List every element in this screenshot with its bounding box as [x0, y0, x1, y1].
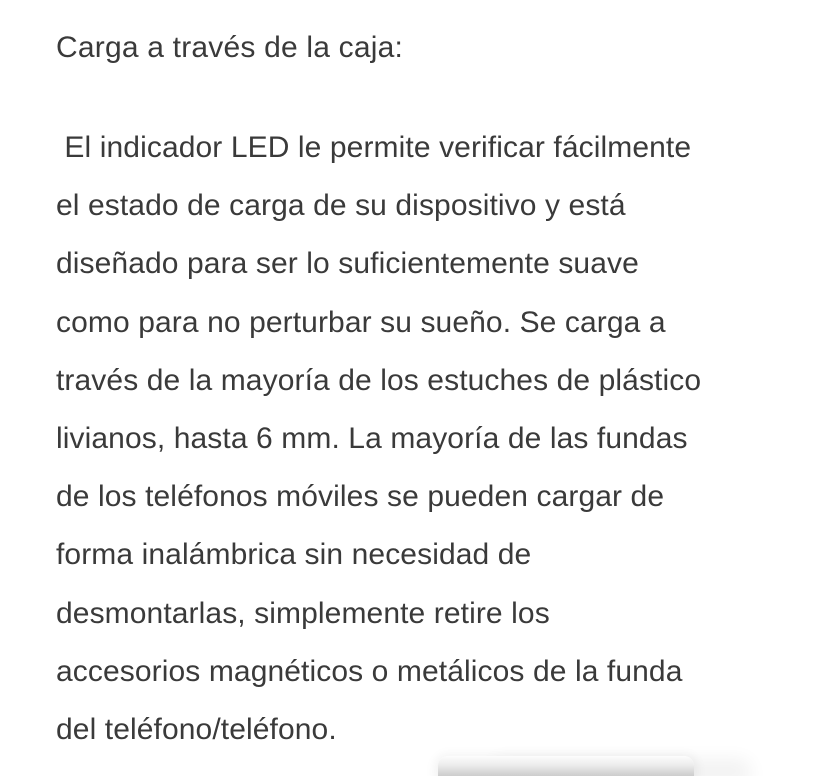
- description-paragraph: [56, 119, 776, 759]
- paragraph-line: desmontarlas, simplemente retire los: [56, 596, 550, 630]
- paragraph-line: de los teléfonos móviles se pueden cargar de: [56, 480, 665, 514]
- product-description-section: [56, 26, 776, 759]
- paragraph-line: accesorios magnéticos o metálicos de la funda: [56, 654, 683, 688]
- paragraph-line: el estado de carga de su dispositivo y está: [56, 189, 626, 223]
- paragraph-line: través de la mayoría de los estuches de plástico: [56, 363, 702, 397]
- section-heading: Carga a través de la caja:: [56, 31, 404, 64]
- paragraph-line: forma inalámbrica sin necesidad de: [56, 538, 532, 572]
- paragraph-line: diseñado para ser lo suficientemente suave: [56, 247, 639, 281]
- paragraph-line: del teléfono/teléfono.: [56, 713, 337, 747]
- paragraph-line: como para no perturbar su sueño. Se carga a: [56, 305, 666, 339]
- paragraph-line: El indicador LED le permite verificar fácilmente: [56, 131, 692, 164]
- paragraph-line: livianos, hasta 6 mm. La mayoría de las fundas: [56, 422, 688, 456]
- cutoff-gray-button-top[interactable]: [438, 756, 694, 776]
